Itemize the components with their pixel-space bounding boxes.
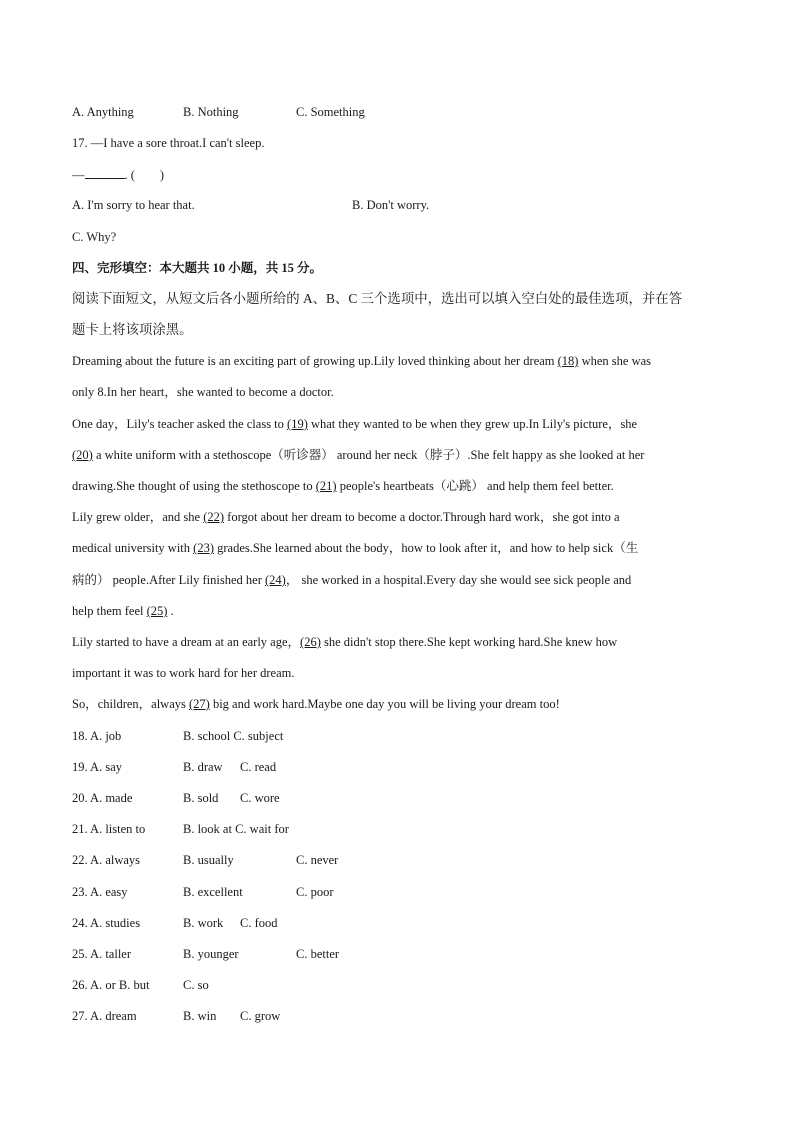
passage-line — [72, 416, 637, 432]
passage-text: drawing.She thought of using the stethoscope to — [72, 479, 316, 493]
q25-option-c[interactable]: C. better — [296, 947, 340, 961]
q17-option-c[interactable]: C. Why? — [72, 230, 117, 244]
q22-option-c[interactable]: C. never — [296, 853, 339, 867]
section-instructions-line2: 题卡上将该项涂黑。 — [72, 322, 193, 337]
q19-option-c[interactable]: C. read — [240, 760, 277, 774]
blank-21[interactable]: (21) — [315, 479, 337, 493]
passage-text: . — [167, 604, 174, 618]
blank-20[interactable]: (20) — [72, 448, 93, 462]
blank-27[interactable]: (27) — [189, 697, 210, 711]
passage-line — [72, 447, 644, 463]
q21-option-b[interactable]: B. look at C. wait for — [183, 822, 289, 836]
q17-option-b[interactable]: B. Don't worry. — [352, 198, 430, 212]
q17-dash: — — [72, 168, 85, 182]
passage-text: Lily started to have a dream at an early age， — [72, 635, 301, 649]
blank-24[interactable]: (24) — [265, 573, 286, 587]
q22-option-b[interactable]: B. usually — [183, 853, 234, 867]
q16-option-b[interactable]: B. Nothing — [183, 105, 239, 119]
q26-option-a[interactable]: 26. A. or B. but — [72, 978, 150, 992]
passage-text: big and work hard.Maybe one day you will be living your dream too! — [209, 697, 560, 711]
passage-text: 病的） people.After Lily finished her — [72, 573, 266, 587]
passage-text: she didn't stop there.She kept working hard.She knew how — [320, 635, 618, 649]
passage-line — [72, 603, 174, 619]
passage-text: help them feel — [72, 604, 147, 618]
passage-text: a white uniform with a stethoscope（听诊器） around her neck（脖子）.She felt happy as she looked at her — [92, 448, 645, 462]
passage-text: what they wanted to be when they grew up.In Lily's picture，she — [307, 417, 638, 431]
q23-option-b[interactable]: B. excellent — [183, 885, 243, 899]
blank-22[interactable]: (22) — [203, 510, 225, 524]
passage-text: people's heartbeats（心跳） and help them feel better. — [336, 479, 614, 493]
passage-line: only 8.In her heart，she wanted to become a doctor. — [72, 385, 334, 399]
q18-option-b[interactable]: B. school C. subject — [183, 729, 284, 743]
passage-text: grades.She learned about the body，how to look after it，and how to help sick（生 — [213, 541, 639, 555]
q25-option-a[interactable]: 25. A. taller — [72, 947, 132, 961]
q19-option-a[interactable]: 19. A. say — [72, 760, 122, 774]
q27-option-a[interactable]: 27. A. dream — [72, 1009, 137, 1023]
passage-line — [72, 478, 614, 494]
q27-option-c[interactable]: C. grow — [240, 1009, 281, 1023]
q17-paren: . ( ) — [124, 168, 165, 182]
q23-option-c[interactable]: C. poor — [296, 885, 334, 899]
q24-option-b[interactable]: B. work — [183, 916, 224, 930]
blank-25[interactable]: (25) — [146, 604, 168, 618]
q22-option-a[interactable]: 22. A. always — [72, 853, 141, 867]
passage-text: So，children，always — [72, 697, 189, 711]
q20-option-c[interactable]: C. wore — [240, 791, 280, 805]
passage-line — [72, 353, 651, 369]
q16-option-a[interactable]: A. Anything — [72, 105, 134, 119]
q26-option-c[interactable]: C. so — [183, 978, 209, 992]
q18-option-a[interactable]: 18. A. job — [72, 729, 122, 743]
q20-option-a[interactable]: 20. A. made — [72, 791, 133, 805]
section-heading: 四、完形填空：本大题共 10 小题，共 15 分。 — [72, 261, 323, 275]
q24-option-c[interactable]: C. food — [240, 916, 278, 930]
q20-option-b[interactable]: B. sold — [183, 791, 219, 805]
q25-option-b[interactable]: B. younger — [183, 947, 239, 961]
passage-line — [72, 572, 631, 588]
q21-option-a[interactable]: 21. A. listen to — [72, 822, 146, 836]
passage-text: when she was — [578, 354, 652, 368]
q17-option-a[interactable]: A. I'm sorry to hear that. — [72, 198, 195, 212]
q17-stem: 17. —I have a sore throat.I can't sleep. — [72, 136, 265, 150]
passage-line: important it was to work hard for her dream. — [72, 666, 295, 680]
q23-option-a[interactable]: 23. A. easy — [72, 885, 128, 899]
passage-line — [72, 540, 638, 556]
section-instructions-line1: 阅读下面短文，从短文后各小题所给的 A、B、C 三个选项中，选出可以填入空白处的最佳选项，并在答 — [72, 291, 683, 306]
q27-option-b[interactable]: B. win — [183, 1009, 217, 1023]
passage-text: Dreaming about the future is an exciting part of growing up.Lily loved thinking about her dream — [72, 354, 558, 368]
passage-text: forgot about her dream to become a doctor.Through hard work，she got into a — [224, 510, 620, 524]
blank-23[interactable]: (23) — [193, 541, 214, 555]
passage-text: Lily grew older，and she — [72, 510, 204, 524]
q19-option-b[interactable]: B. draw — [183, 760, 223, 774]
q17-answer-line — [72, 166, 164, 183]
q17-blank[interactable] — [85, 166, 125, 179]
blank-26[interactable]: (26) — [300, 635, 321, 649]
passage-line — [72, 696, 560, 712]
blank-19[interactable]: (19) — [287, 417, 308, 431]
passage-line — [72, 634, 617, 650]
passage-text: medical university with — [72, 541, 194, 555]
blank-18[interactable]: (18) — [557, 354, 579, 368]
passage-text: One day，Lily's teacher asked the class to — [72, 417, 288, 431]
passage-text: ， she worked in a hospital.Every day she would see sick people and — [285, 573, 632, 587]
passage-line — [72, 509, 620, 525]
q24-option-a[interactable]: 24. A. studies — [72, 916, 141, 930]
q16-option-c[interactable]: C. Something — [296, 105, 365, 119]
